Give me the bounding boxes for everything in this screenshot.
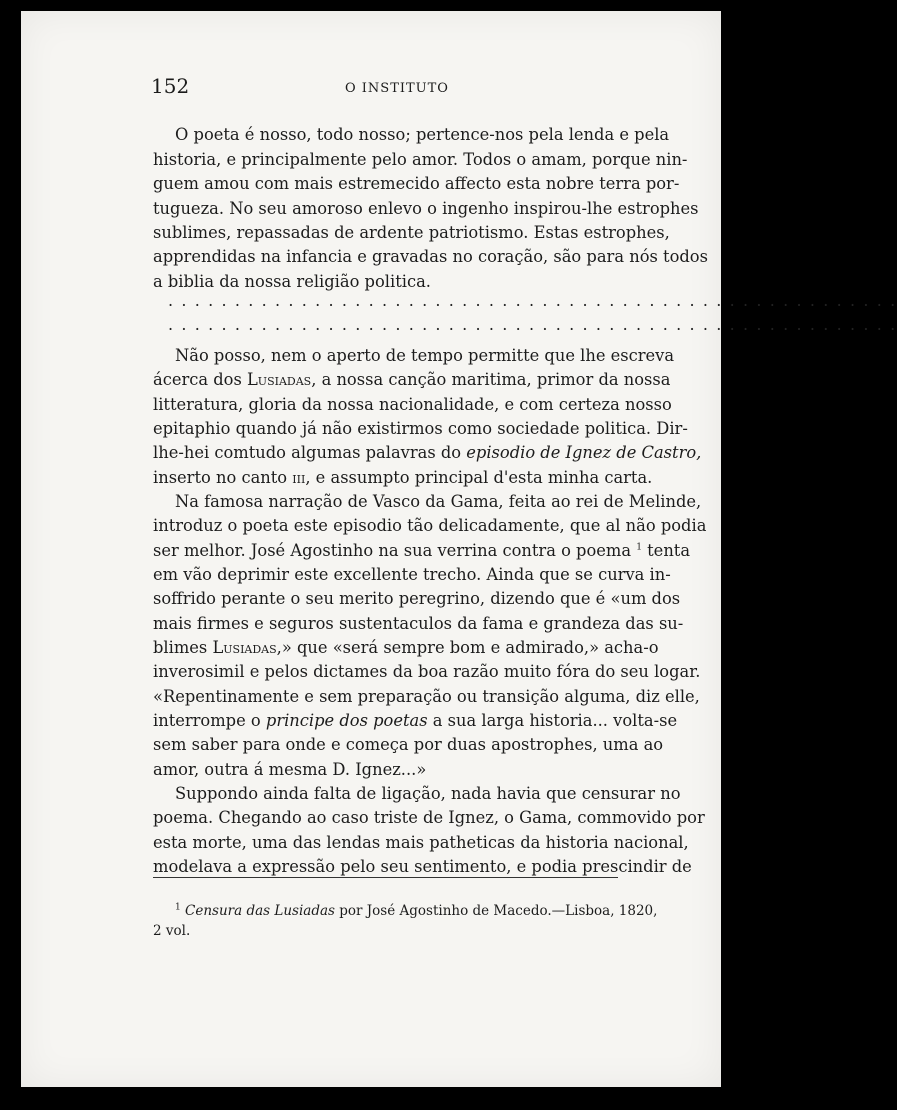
- text-line: inserto no canto iii, e assumpto principal d'esta minha carta.: [153, 468, 653, 487]
- dotted-separator: . . . . . . . . . . . . . . . . . . . . . . . . . . . . . . . . . . . . . . . . . . . . . . . . . . . . . . .: [168, 291, 897, 310]
- text-line: blimes Lusiadas,» que «será sempre bom e admirado,» acha-o: [153, 638, 659, 657]
- text-line: apprendidas na infancia e gravadas no coração, são para nós todos: [153, 247, 708, 266]
- text-line: lhe-hei comtudo algumas palavras do episodio de Ignez de Castro,: [153, 443, 702, 462]
- text-line: introduz o poeta este episodio tão delicadamente, que al não podia: [153, 516, 707, 535]
- text-line: «Repentinamente e sem preparação ou transição alguma, diz elle,: [153, 687, 700, 706]
- text-line: Não posso, nem o aperto de tempo permitte que lhe escreva: [175, 346, 675, 365]
- text-line: em vão deprimir este excellente trecho. Ainda que se curva in-: [153, 565, 671, 584]
- text-line: mais firmes e seguros sustentaculos da fama e grandeza das su-: [153, 614, 684, 633]
- text-line: amor, outra á mesma D. Ignez...»: [153, 760, 427, 779]
- footnote-marker: 1: [175, 902, 181, 913]
- text-line: litteratura, gloria da nossa nacionalidade, e com certeza nosso: [153, 395, 672, 414]
- text-line: sublimes, repassadas de ardente patriotismo. Estas estrophes,: [153, 223, 670, 242]
- text-line: sem saber para onde e começa por duas apostrophes, uma ao: [153, 735, 664, 754]
- title-lusiadas: Lusiadas: [212, 638, 277, 657]
- text-line: epitaphio quando já não existirmos como sociedade politica. Dir-: [153, 419, 688, 438]
- running-title: O INSTITUTO: [345, 81, 449, 96]
- text-line: modelava a expressão pelo seu sentimento, e podia prescindir de: [153, 857, 692, 876]
- text-line: inverosimil e pelos dictames da boa razão muito fóra do seu logar.: [153, 662, 701, 681]
- page-number: 152: [151, 74, 190, 98]
- title-lusiadas: Lusiadas: [247, 370, 312, 389]
- text-line: ácerca dos Lusiadas, a nossa canção maritima, primor da nossa: [153, 370, 671, 389]
- text-line: soffrido perante o seu merito peregrino, dizendo que é «um dos: [153, 589, 681, 608]
- footnote-line: 2 vol.: [153, 923, 191, 939]
- text-line: historia, e principalmente pelo amor. Todos o amam, porque nin-: [153, 150, 688, 169]
- footnote-ref: 1: [636, 542, 642, 553]
- italic-title: episodio de Ignez de Castro,: [466, 443, 702, 462]
- dotted-separator: . . . . . . . . . . . . . . . . . . . . . . . . . . . . . . . . . . . . . . . . . . . . . . . . . . . . . . .: [168, 315, 897, 334]
- text-line: poema. Chegando ao caso triste de Ignez, o Gama, commovido por: [153, 808, 705, 827]
- text-line: tugueza. No seu amoroso enlevo o ingenho inspirou-lhe estrophes: [153, 199, 699, 218]
- text-line: esta morte, uma das lendas mais patheticas da historia nacional,: [153, 833, 689, 852]
- text-line: O poeta é nosso, todo nosso; pertence-nos pela lenda e pela: [175, 125, 670, 144]
- footnote: $^1$ Censura das Lusiadas por José Agostinho de Macedo.—Lisboa, 1820,: [175, 902, 658, 919]
- text-line: guem amou com mais estremecido affecto esta nobre terra por-: [153, 174, 680, 193]
- text-line: Suppondo ainda falta de ligação, nada havia que censurar no: [175, 784, 681, 803]
- footnote-rule: [153, 877, 618, 878]
- footnote-title: Censura das Lusiadas: [185, 903, 335, 919]
- text-line: interrompe o principe dos poetas a sua larga historia... volta-se: [153, 711, 678, 730]
- text-line: Na famosa narração de Vasco da Gama, feita ao rei de Melinde,: [175, 492, 702, 511]
- text-line: a biblia da nossa religião politica.: [153, 272, 431, 291]
- text-line: ser melhor. José Agostinho na sua verrina contra o poema $^1$ tenta: [153, 541, 691, 560]
